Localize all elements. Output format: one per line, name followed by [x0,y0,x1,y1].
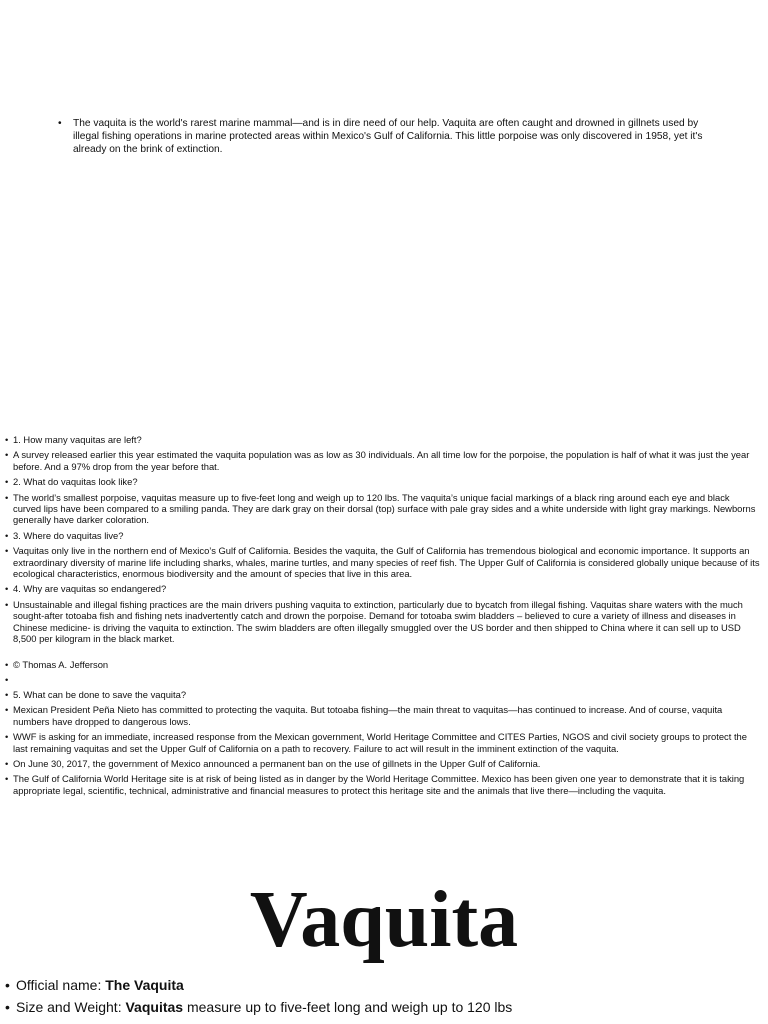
bullet: • [5,688,9,700]
qa-answer [5,731,760,754]
bullet: • [5,658,9,670]
question-text: 3. Where do vaquitas live? [13,529,124,541]
qa-question [5,476,760,487]
qa-answer [5,545,760,579]
qa-question [5,583,760,594]
qa-question [5,689,760,700]
photo-credit [5,659,760,670]
intro-text: The vaquita is the world's rarest marine mammal—and is in dire need of our help. Vaquita are often caught and drowned in gillnets used by illegal fishing operations in marine protected areas within Mexico's Gulf of California. This little porpoise was only discovered in 1958, yet it's already on the brink of extinction. [73,118,703,155]
bullet: • [5,598,9,610]
bullet: • [5,449,9,461]
bullet: • [5,476,9,488]
answer-text: The world’s smallest porpoise, vaquitas measure up to five-feet long and weigh up to 120 lbs. The vaquita’s unique facial markings of a black ring around each eye and black curved lips have been compared to a smiling panda. They are dark gray on their dorsal (top) surface with pale gray sides and a white underside with light gray markings. Newborns generally have darker coloration. [13,491,756,526]
qa-question [5,434,760,445]
fact-value: The Vaquita [105,977,184,993]
bullet: • [5,673,9,685]
qa-answer [5,758,760,769]
facts-list [5,974,768,1018]
question-text: 2. What do vaquitas look like? [13,476,138,488]
question-text: 4. Why are vaquitas so endangered? [13,583,167,595]
bullet: • [5,583,9,595]
bullet: • [5,704,9,716]
question-text: 5. What can be done to save the vaquita? [13,688,187,700]
qa-answer [5,773,760,796]
fact-label: Size and Weight: [16,999,126,1015]
answer-text: A survey released earlier this year estimated the vaquita population was as low as 30 individuals. An all time low for the porpoise, the population is half of what it was just the year before. And a 97% drop from the year before that. [13,449,750,472]
bullet: • [58,118,62,129]
qa-question [5,530,760,541]
fact-label: Official name: [16,977,106,993]
bullet: • [5,773,9,785]
intro-paragraph [58,117,708,156]
credit-text: © Thomas A. Jefferson [13,658,109,670]
bullet: • [5,545,9,557]
qa-answer [5,704,760,727]
bullet: • [5,434,9,445]
fact-size-weight [5,996,768,1018]
bullet: • [5,529,9,541]
answer-text: On June 30, 2017, the government of Mexico announced a permanent ban on the use of gillnets in the Upper Gulf of California. [13,757,541,769]
qa-answer [5,492,760,526]
question-text: 1. How many vaquitas are left? [13,434,142,445]
bullet: • [5,757,9,769]
bullet: • [5,999,10,1015]
fact-official-name [5,974,768,996]
empty-bullet [5,674,760,685]
answer-text: Vaquitas only live in the northern end of Mexico’s Gulf of California. Besides the vaquita, the Gulf of California has tremendous biological and economic importance. It supports an extraordinary diversity of marine life including sharks, whales, marine turtles, and many species of reef fish. The Upper Gulf of California is considered globally unique because of its ecological characteristics, enormous biodiversity and the amount of species that live in this area. [13,545,760,580]
fact-value-bold: Vaquitas [125,999,184,1015]
spacer [5,649,760,659]
bullet: • [5,977,10,993]
page-title: Vaquita [249,876,519,964]
fact-value: measure up to five-feet long and weigh up to 120 lbs [183,999,513,1015]
answer-text: Mexican President Peña Nieto has committed to protecting the vaquita. But totoaba fishing—the main threat to vaquitas—has continued to increase. And of course, vaquita numbers have dropped to dangerous lows. [13,704,723,727]
qa-answer [5,599,760,645]
qa-answer [5,449,760,472]
bullet: • [5,491,9,503]
qa-section [5,434,760,800]
bullet: • [5,731,9,743]
answer-text: The Gulf of California World Heritage site is at risk of being listed as in danger by the World Heritage Committee. Mexico has been given one year to demonstrate that it is taking appropriate legal, scientific, technical, administrative and financial measures to protect this heritage site and the animals that live there—including the vaquita. [13,773,745,796]
answer-text: Unsustainable and illegal fishing practices are the main drivers pushing vaquita to extinction, particularly due to bycatch from illegal fishing. Vaquitas share waters with the much sought-after totoaba fish and fishing nets inadvertently catch and drown the porpoise. Demand for totoaba swim bladders – believed to cure a variety of illness and diseases in Chinese medicine- is driving the vaquita to extinction. The swim bladders are often illegally smuggled over the US border and then shipped to China where it can sell up to USD 8,500 per kilogram in the black market. [13,598,743,645]
answer-text: WWF is asking for an immediate, increased response from the Mexican government, World Heritage Committee and CITES Parties, NGOS and civil society groups to protect the last remaining vaquitas and set the Upper Gulf of California on a path to recovery. Failure to act will result in the imminent extinction of the vaquita. [13,731,747,754]
